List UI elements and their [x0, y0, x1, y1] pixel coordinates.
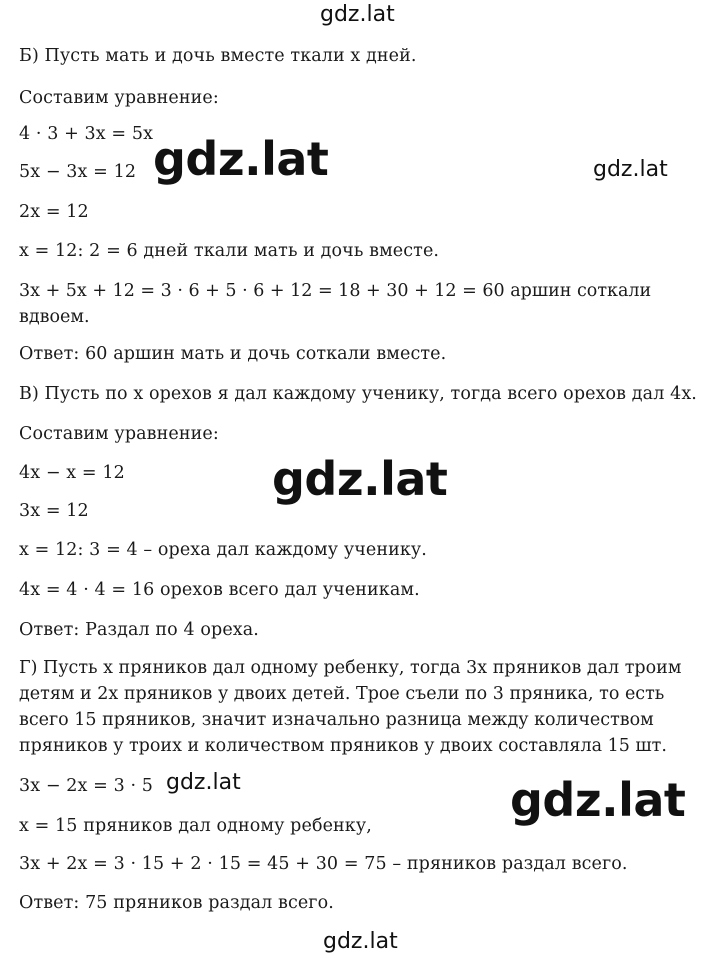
watermark-small-mid: gdz.lat [166, 770, 241, 795]
watermark-bottom: gdz.lat [323, 929, 398, 954]
watermark-big-2: gdz.lat [272, 452, 448, 506]
watermark-top: gdz.lat [320, 2, 395, 27]
watermark-side-1: gdz.lat [593, 157, 668, 182]
line-v-intro: В) Пусть по x орехов я дал каждому ученику, тогда всего орехов дал 4x. [19, 384, 697, 404]
line-answer-g: Ответ: 75 пряников раздал всего. [19, 893, 334, 913]
line-answer-v: Ответ: Раздал по 4 ореха. [19, 620, 259, 640]
line-equation-header-1: Составим уравнение: [19, 88, 219, 108]
line-g-intro: Г) Пусть x пряников дал одному ребенку, тогда 3x пряников дал троим детям и 2x пряников у двоих детей. Трое съели по 3 пряника, то есть всего 15 пряников, значит изначально разница между количеством пряников у троих и количеством пряников у двоих составляла 15 шт. [19, 658, 682, 756]
line-eq-8: 4x = 4 · 4 = 16 орехов всего дал ученикам. [19, 580, 420, 600]
line-eq-7: x = 12: 3 = 4 – ореха дал каждому ученику. [19, 540, 427, 560]
line-eq-3: 2x = 12 [19, 202, 89, 222]
line-total-b: 3x + 5x + 12 = 3 · 6 + 5 · 6 + 12 = 18 + 30 + 12 = 60 аршин соткали вдвоем. [19, 281, 652, 327]
line-eq-1: 4 · 3 + 3x = 5x [19, 124, 154, 144]
line-eq-10: x = 15 пряников дал одному ребенку, [19, 816, 372, 836]
line-eq-6: 3x = 12 [19, 501, 89, 521]
line-b-intro: Б) Пусть мать и дочь вместе ткали x дней. [19, 46, 417, 66]
line-total-g: 3x + 2x = 3 · 15 + 2 · 15 = 45 + 30 = 75 – пряников раздал всего. [19, 854, 628, 874]
line-answer-b: Ответ: 60 аршин мать и дочь соткали вместе. [19, 344, 447, 364]
line-eq-2: 5x − 3x = 12 [19, 162, 137, 182]
watermark-big-1: gdz.lat [153, 132, 329, 186]
line-eq-5: 4x − x = 12 [19, 463, 125, 483]
line-equation-header-2: Составим уравнение: [19, 424, 219, 444]
line-eq-4: x = 12: 2 = 6 дней ткали мать и дочь вместе. [19, 241, 440, 261]
watermark-big-3: gdz.lat [510, 773, 686, 827]
line-eq-9: 3x − 2x = 3 · 5 [19, 776, 154, 796]
